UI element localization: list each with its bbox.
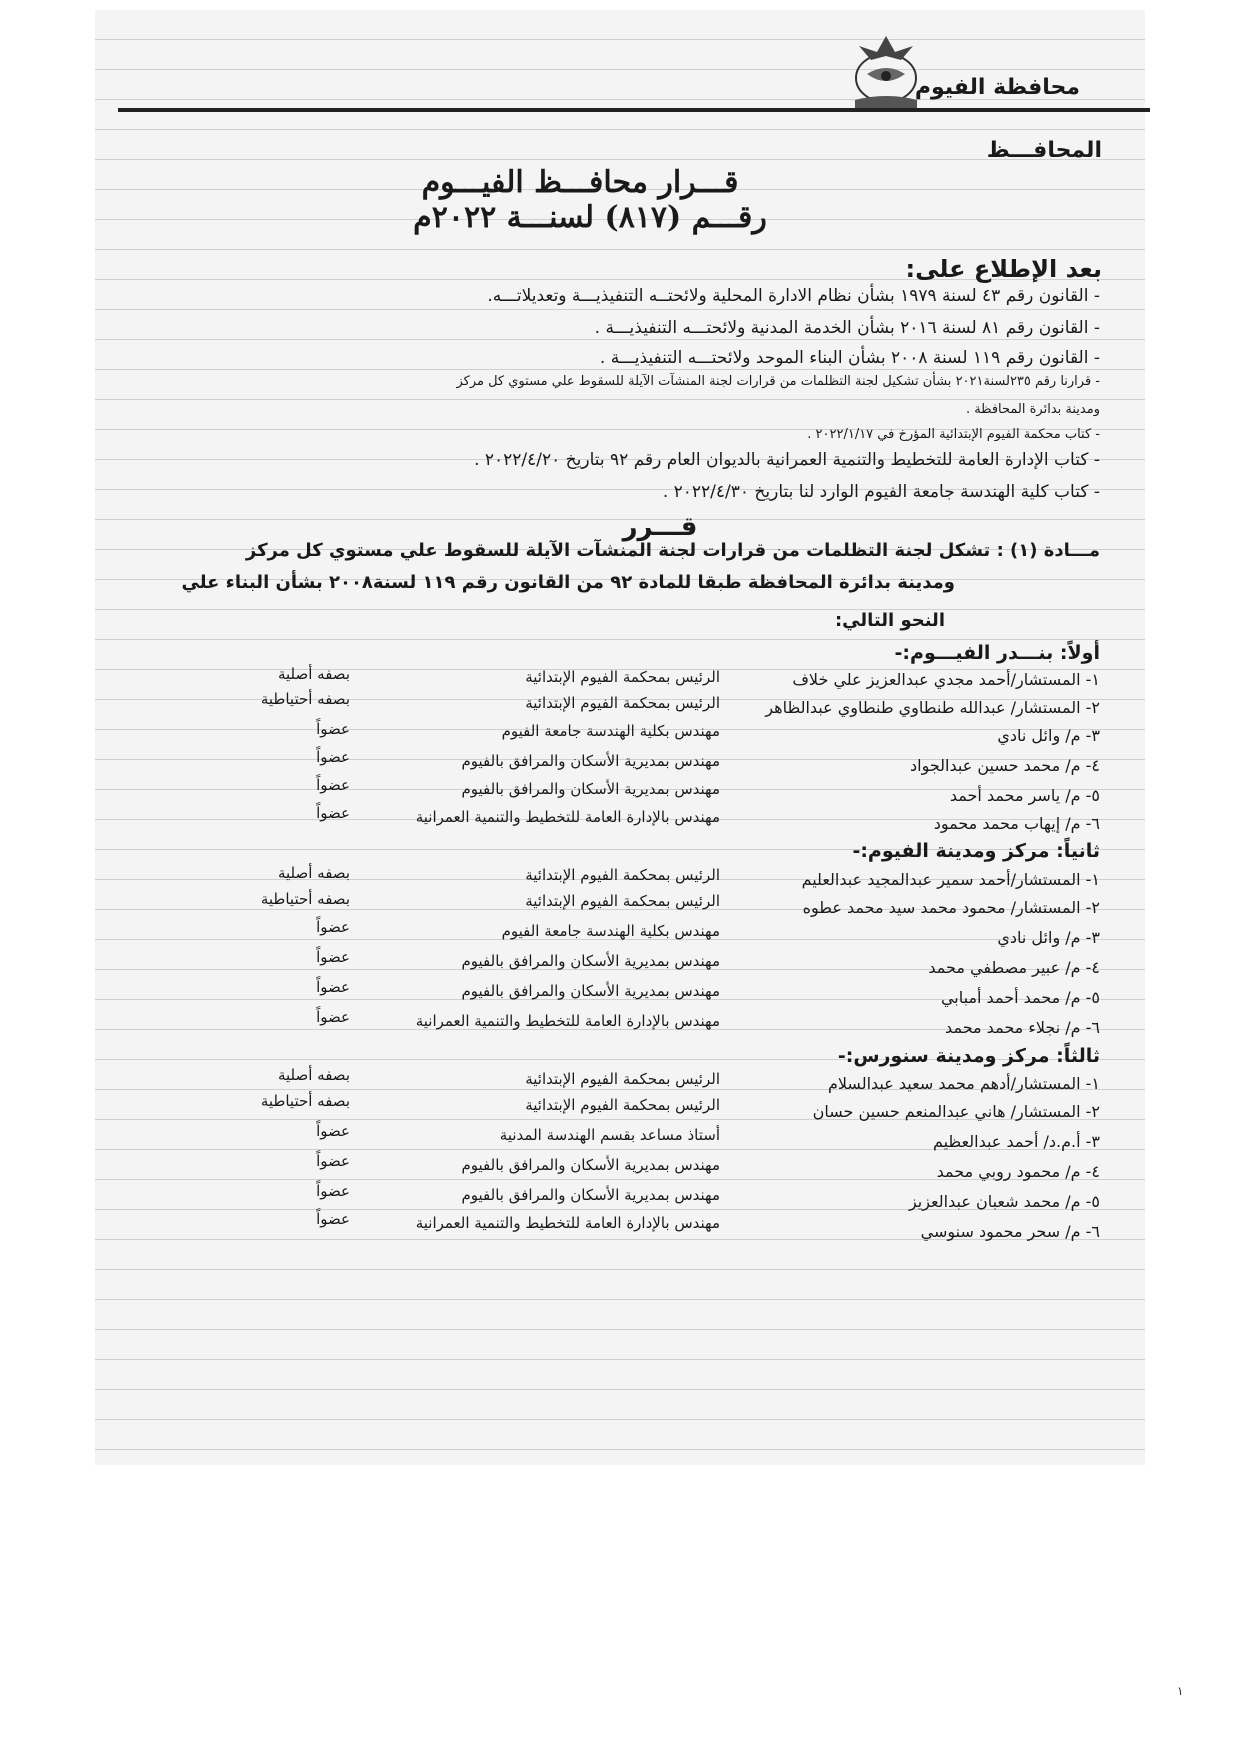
preamble-item: - كتاب محكمة الفيوم الإبتدائية المؤرخ في ٢٠٢٢/١/١٧ . [807,427,1100,442]
member-role: مهندس بمديرية الأسكان والمرافق بالفيوم [461,752,720,770]
decision-number: رقـــم (٨١٧) لسنـــة ٢٠٢٢م [413,200,767,235]
member-capacity: عضواً [316,1182,350,1200]
section-title: أولاً: بنـــدر الفيـــوم:- [894,642,1100,664]
member-name: ٦- م/ نجلاء محمد محمد [945,1018,1100,1037]
preamble-item: - كتاب الإدارة العامة للتخطيط والتنمية العمرانية بالديوان العام رقم ٩٢ بتاريخ ٢٠٢٢/٤/٢٠ . [474,450,1100,470]
article-line: النحو التالي: [834,610,945,631]
member-name: ٢- المستشار/ محمود محمد سيد محمد عطوه [802,898,1100,917]
member-name: ١- المستشار/أدهم محمد سعيد عبدالسلام [827,1074,1100,1093]
section-title: ثانياً: مركز ومدينة الفيوم:- [852,840,1100,862]
article-line: ومدينة بدائرة المحافظة طبقا للمادة ٩٢ من القانون رقم ١١٩ لسنة٢٠٠٨ بشأن البناء علي [181,572,955,593]
member-capacity: عضواً [316,804,350,822]
member-capacity: عضواً [316,776,350,794]
member-role: مهندس بمديرية الأسكان والمرافق بالفيوم [461,780,720,798]
member-capacity: عضواً [316,918,350,936]
member-name: ٣- م/ وائل نادي [997,928,1100,947]
member-name: ٤- م/ محمود روبي محمد [936,1162,1100,1181]
member-role: الرئيس بمحكمة الفيوم الإبتدائية [525,866,720,884]
member-name: ٣- أ.م.د/ أحمد عبدالعظيم [932,1132,1100,1151]
member-capacity: بصفه أحتياطية [260,690,350,708]
member-capacity: عضواً [316,720,350,738]
member-role: مهندس بكلية الهندسة جامعة الفيوم [501,922,720,940]
member-capacity: بصفه أصلية [277,864,350,882]
member-role: مهندس بمديرية الأسكان والمرافق بالفيوم [461,982,720,1000]
decision-title: قـــرار محافـــظ الفيـــوم [421,165,739,200]
header-rule [118,108,1150,112]
member-name: ٦- م/ إيهاب محمد محمود [933,814,1100,833]
preamble-item: - القانون رقم ٨١ لسنة ٢٠١٦ بشأن الخدمة المدنية ولائحتـــه التنفيذيـــة . [594,318,1100,338]
member-capacity: عضواً [316,1122,350,1140]
member-capacity: عضواً [316,948,350,966]
section-title: ثالثاً: مركز ومدينة سنورس:- [837,1045,1100,1067]
article-line: مـــادة (١) : تشكل لجنة التظلمات من قرارات لجنة المنشآت الآيلة للسقوط علي مستوي كل مركز [245,540,1100,561]
preamble-item: ومدينة بدائرة المحافظة . [965,402,1100,417]
member-capacity: عضواً [316,1210,350,1228]
page-number: ١ [1177,1684,1184,1698]
member-name: ٥- م/ محمد أحمد أمبابي [940,988,1100,1007]
member-name: ١- المستشار/أحمد سمير عبدالمجيد عبدالعليم [801,870,1100,889]
member-name: ٤- م/ عبير مصطفي محمد [928,958,1100,977]
member-name: ٥- م/ ياسر محمد أحمد [949,786,1100,805]
member-role: مهندس بالإدارة العامة للتخطيط والتنمية العمرانية [415,1012,720,1030]
member-role: مهندس بالإدارة العامة للتخطيط والتنمية العمرانية [415,1214,720,1232]
member-name: ٢- المستشار/ عبدالله طنطاوي طنطاوي عبدالظاهر [765,698,1100,717]
preamble-item: - كتاب كلية الهندسة جامعة الفيوم الوارد لنا بتاريخ ٢٠٢٢/٤/٣٠ . [662,482,1100,502]
member-name: ٦- م/ سحر محمود سنوسي [920,1222,1100,1241]
member-capacity: بصفه أحتياطية [260,890,350,908]
member-role: أستاذ مساعد بقسم الهندسة المدنية [499,1126,720,1144]
governorate-name: محافظة الفيوم [914,75,1080,100]
member-role: الرئيس بمحكمة الفيوم الإبتدائية [525,694,720,712]
member-role: الرئيس بمحكمة الفيوم الإبتدائية [525,1096,720,1114]
member-role: مهندس بكلية الهندسة جامعة الفيوم [501,722,720,740]
member-role: مهندس بمديرية الأسكان والمرافق بالفيوم [461,1186,720,1204]
member-role: مهندس بالإدارة العامة للتخطيط والتنمية العمرانية [415,808,720,826]
member-capacity: عضواً [316,1152,350,1170]
member-role: الرئيس بمحكمة الفيوم الإبتدائية [525,892,720,910]
preamble-item: - قرارنا رقم ٢٣٥لسنة٢٠٢١ بشأن تشكيل لجنة التظلمات من قرارات لجنة المنشآت الآيلة للسقوط علي مستوي كل مركز [456,374,1100,389]
member-capacity: عضواً [316,748,350,766]
member-capacity: بصفه أصلية [277,665,350,683]
member-name: ٢- المستشار/ هاني عبدالمنعم حسين حسان [812,1102,1100,1121]
member-name: ١- المستشار/أحمد مجدي عبدالعزيز علي خلاف [792,670,1100,689]
member-capacity: بصفه أحتياطية [260,1092,350,1110]
member-capacity: عضواً [316,1008,350,1026]
preamble-item: - القانون رقم ٤٣ لسنة ١٩٧٩ بشأن نظام الادارة المحلية ولائحتــه التنفيذيـــة وتعديلاتـــه. [487,286,1100,306]
member-role: مهندس بمديرية الأسكان والمرافق بالفيوم [461,952,720,970]
member-name: ٣- م/ وائل نادي [997,726,1100,745]
governor-title: المحافـــظ [986,138,1102,163]
member-role: الرئيس بمحكمة الفيوم الإبتدائية [525,1070,720,1088]
member-role: مهندس بمديرية الأسكان والمرافق بالفيوم [461,1156,720,1174]
member-capacity: عضواً [316,978,350,996]
member-role: الرئيس بمحكمة الفيوم الإبتدائية [525,668,720,686]
preamble-item: - القانون رقم ١١٩ لسنة ٢٠٠٨ بشأن البناء الموحد ولائحتـــه التنفيذيـــة . [599,348,1100,368]
preamble-heading: بعد الإطلاع على: [905,255,1102,283]
decides-heading: قـــرر [622,512,698,542]
member-capacity: بصفه أصلية [277,1066,350,1084]
member-name: ٤- م/ محمد حسين عبدالجواد [910,756,1100,775]
member-name: ٥- م/ محمد شعبان عبدالعزيز [908,1192,1100,1211]
